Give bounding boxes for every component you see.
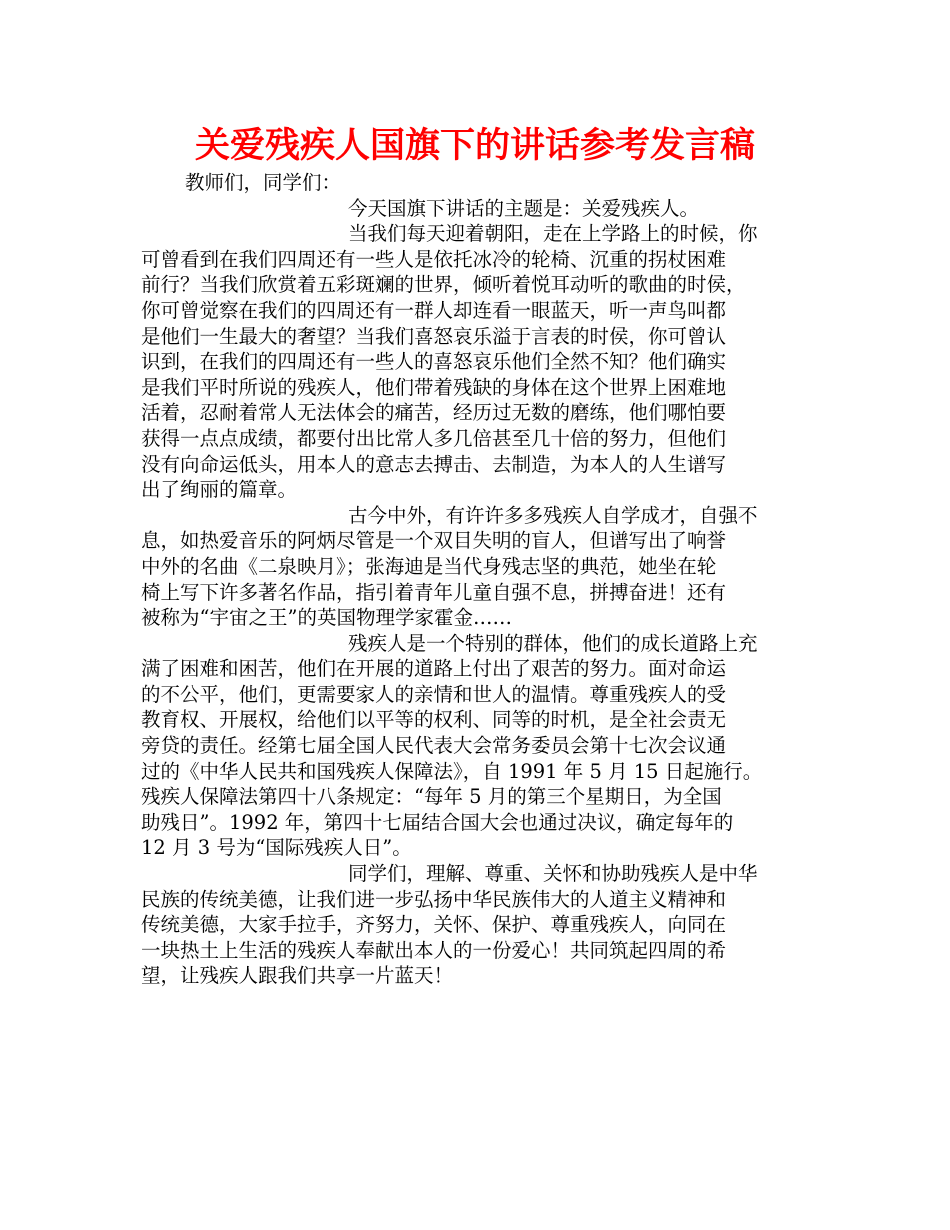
paragraph-line: 活着，忍耐着常人无法体会的痛苦，经历过无数的磨练，他们哪怕要	[141, 401, 727, 425]
paragraph-line: 可曾看到在我们四周还有一些人是依托冰冷的轮椅、沉重的拐杖困难	[141, 247, 727, 271]
paragraph-line: 识到，在我们的四周还有一些人的喜怒哀乐他们全然不知？他们确实	[141, 350, 727, 374]
paragraph-line: 一块热土上生活的残疾人奉献出本人的一份爱心！共同筑起四周的希	[141, 938, 727, 962]
paragraph-2	[141, 221, 811, 503]
paragraph-line: 过的《中华人民共和国残疾人保障法》，自 1991 年 5 月 15 日起施行。	[141, 759, 763, 783]
document-body	[141, 170, 811, 989]
paragraph-line: 满了困难和困苦，他们在开展的道路上付出了艰苦的努力。面对命运	[141, 657, 727, 681]
paragraph-line: 出了绚丽的篇章。	[141, 478, 298, 502]
paragraph-line: 椅上写下许多著名作品，指引着青年儿童自强不息，拼搏奋进！还有	[141, 580, 727, 604]
paragraph-line: 望，让残疾人跟我们共享一片蓝天！	[141, 964, 454, 988]
paragraph-line: 是我们平时所说的残疾人，他们带着残缺的身体在这个世界上困难地	[141, 375, 727, 399]
paragraph-1	[141, 196, 811, 222]
paragraph-line: 你可曾觉察在我们的四周还有一群人却连看一眼蓝天，听一声鸟叫都	[141, 298, 727, 322]
paragraph-line: 中外的名曲《二泉映月》；张海迪是当代身残志坚的典范，她坐在轮	[141, 554, 717, 578]
greeting: 教师们，同学们：	[185, 171, 342, 194]
paragraph-line: 今天国旗下讲话的主题是：关爱残疾人。	[348, 196, 700, 220]
paragraph-line: 残疾人保障法第四十八条规定：“每年 5 月的第三个星期日，为全国	[141, 785, 722, 809]
paragraph-5	[141, 861, 811, 989]
paragraph-line: 当我们每天迎着朝阳，走在上学路上的时候，你	[348, 222, 758, 246]
paragraph-line: 没有向命运低头，用本人的意志去搏击、去制造，为本人的人生谱写	[141, 452, 727, 476]
paragraph-line: 被称为“宇宙之王”的英国物理学家霍金……	[141, 606, 512, 630]
paragraph-line: 旁贷的责任。经第七届全国人民代表大会常务委员会第十七次会议通	[141, 734, 727, 758]
paragraph-line: 息，如热爱音乐的阿炳尽管是一个双目失明的盲人，但谱写出了响誉	[141, 529, 727, 553]
paragraph-line: 传统美德，大家手拉手，齐努力，关怀、保护、尊重残疾人，向同在	[141, 913, 727, 937]
paragraph-line: 教育权、开展权，给他们以平等的权利、同等的时机，是全社会责无	[141, 708, 727, 732]
paragraph-line: 前行？当我们欣赏着五彩斑斓的世界，倾听着悦耳动听的歌曲的时侯，	[141, 273, 746, 297]
paragraph-line: 助残日”。1992 年，第四十七届结合国大会也通过决议，确定每年的	[141, 810, 734, 834]
paragraph-line: 古今中外，有许许多多残疾人自学成才，自强不	[348, 503, 758, 527]
document-title: 关爱残疾人国旗下的讲话参考发言稿	[194, 126, 755, 166]
paragraph-line: 12 月 3 号为“国际残疾人日”。	[141, 836, 412, 860]
paragraph-line: 获得一点点成绩，都要付出比常人多几倍甚至几十倍的努力，但他们	[141, 426, 727, 450]
paragraph-line: 民族的传统美德，让我们进一步弘扬中华民族伟大的人道主义精神和	[141, 887, 727, 911]
paragraph-line: 是他们一生最大的奢望？当我们喜怒哀乐溢于言表的时侯，你可曾认	[141, 324, 727, 348]
paragraph-line: 的不公平，他们，更需要家人的亲情和世人的温情。尊重残疾人的受	[141, 682, 727, 706]
paragraph-line: 残疾人是一个特别的群体，他们的成长道路上充	[348, 631, 758, 655]
paragraph-line: 同学们，理解、尊重、关怀和协助残疾人是中华	[348, 862, 758, 886]
paragraph-4	[141, 631, 811, 861]
paragraph-3	[141, 503, 811, 631]
